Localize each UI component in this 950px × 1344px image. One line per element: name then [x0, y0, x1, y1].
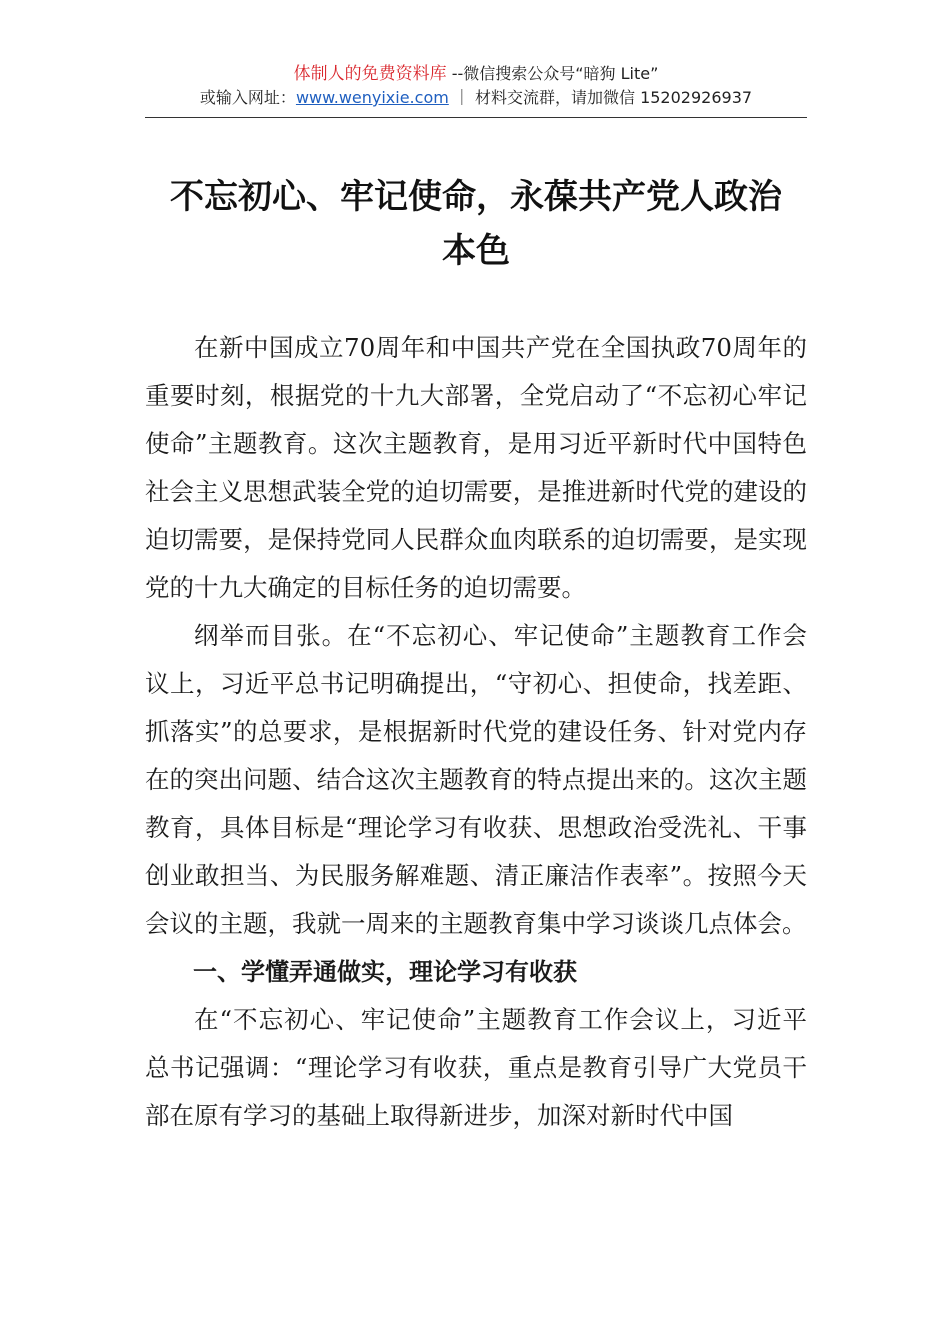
contact-info: ｜ 材料交流群，请加微信 15202926937	[448, 88, 753, 107]
document-body	[145, 324, 807, 1140]
paragraph-2: 纲举而目张。在“不忘初心、牢记使命”主题教育工作会议上，习近平总书记明确提出，“守初心、担使命，找差距、抓落实”的总要求，是根据新时代党的建设任务、针对党内存在的突出问题、结合这次主题教育的特点提出来的。这次主题教育，具体目标是“理论学习有收获、思想政治受洗礼、干事创业敢担当、为民服务解难题、清正廉洁作表率”。按照今天会议的主题，我就一周来的主题教育集中学习谈谈几点体会。	[145, 621, 807, 938]
header-contact-line	[145, 86, 807, 110]
paragraph-1: 在新中国成立70周年和中国共产党在全国执政70周年的重要时刻，根据党的十九大部署，全党启动了“不忘初心牢记使命”主题教育。这次主题教育，是用习近平新时代中国特色社会主义思想武装全党的迫切需要，是推进新时代党的建设的迫切需要，是保持党同人民群众血肉联系的迫切需要，是实现党的十九大确定的目标任务的迫切需要。	[145, 333, 807, 602]
header-promo-line	[145, 62, 807, 86]
section-1-paragraph: 在“不忘初心、牢记使命”主题教育工作会议上，习近平总书记强调：“理论学习有收获，重点是教育引导广大党员干部在原有学习的基础上取得新进步，加深对新时代中国	[145, 1005, 807, 1130]
section-heading-1: 一、学懂弄通做实，理论学习有收获	[193, 958, 577, 986]
wechat-note: --微信搜索公众号“暗狗 Lite”	[446, 64, 659, 83]
website-link[interactable]: www.wenyixie.com	[295, 88, 449, 107]
header-divider	[145, 117, 807, 118]
title-line-2: 本色	[442, 231, 510, 271]
title-line-1: 不忘初心、牢记使命，永葆共产党人政治	[170, 177, 782, 217]
url-prefix: 或输入网址：	[199, 88, 296, 107]
brand-name: 体制人的免费资料库	[293, 64, 447, 84]
document-title	[145, 170, 807, 278]
page-header	[145, 62, 807, 110]
